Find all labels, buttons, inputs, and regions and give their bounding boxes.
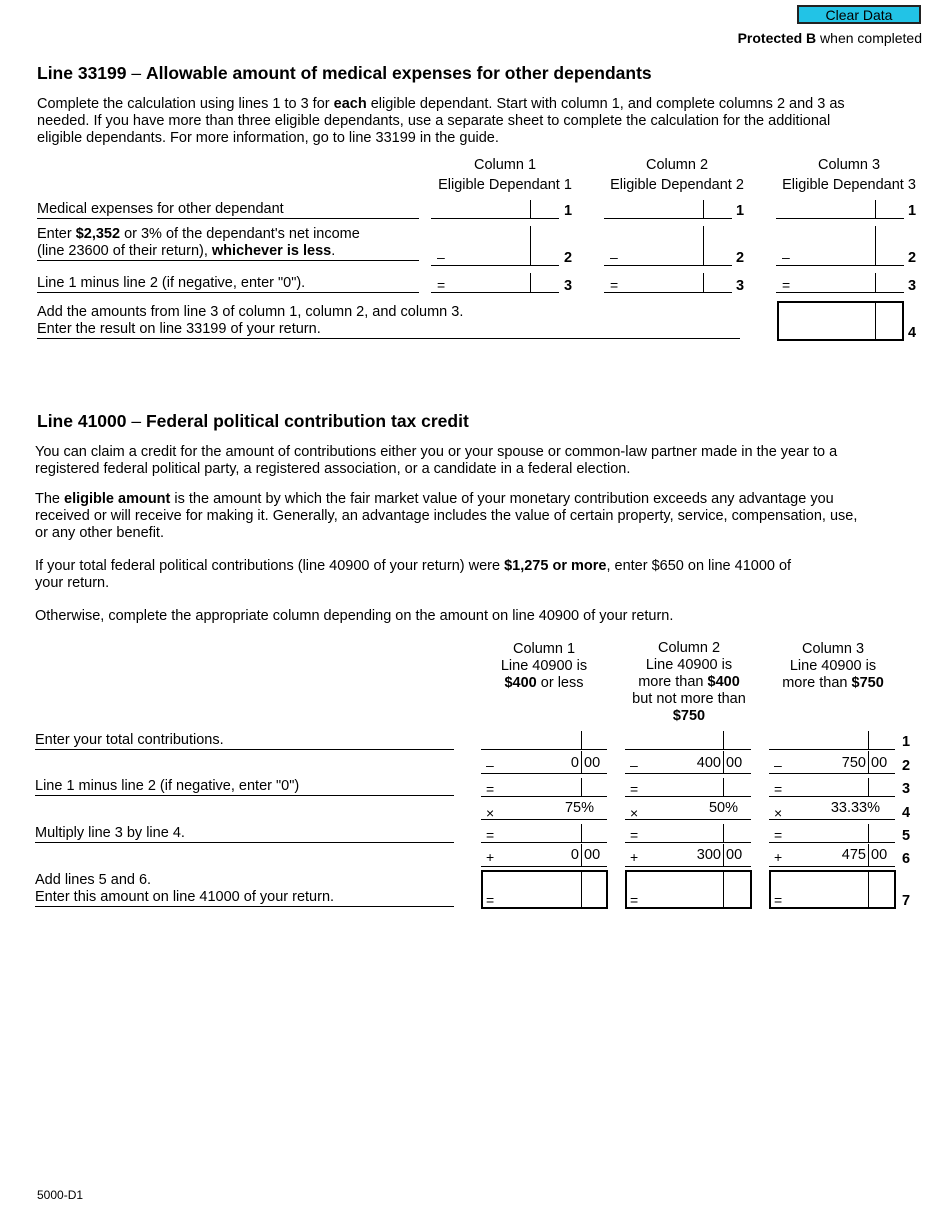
- s1-col2-equals: =: [610, 277, 619, 293]
- s1-col3-line1-num: 1: [908, 203, 917, 219]
- s2-paragraph-2: The eligible amount is the amount by which the fair market value of your monetary contribution exceeds any advantage you received or will receive for making it. Generally, an advantage includes the value of certain property, service, compensation, use, or any other benefit.: [35, 491, 858, 541]
- s2-col1-line5-field[interactable]: [481, 824, 607, 843]
- s1-col2-line1-num: 1: [736, 203, 745, 219]
- intro-33199: Complete the calculation using lines 1 to 3 for each eligible dependant. Start with column 1, and complete columns 2 and 3 as needed. If you have more than three eligible dependants, use a separate sheet to complete the calculation for the additional eligible dependants. For more information, go to line 33199 in the guide.: [37, 96, 845, 146]
- form-code: 5000-D1: [37, 1188, 84, 1202]
- s1-col1-equals: =: [437, 277, 446, 293]
- s2-col1-line2-cents: 00: [584, 755, 601, 771]
- s1-col3-minus: –: [782, 249, 790, 265]
- s2-col2-times: ×: [630, 805, 639, 821]
- s2-col3-line3-field[interactable]: [769, 778, 895, 797]
- s2-column-2-header: Column 2 Line 40900 is more than $400 but not more than $750: [632, 640, 746, 724]
- s1-col1-line3-num: 3: [564, 278, 573, 294]
- s2-row1-label: Enter your total contributions.: [35, 732, 454, 750]
- s1-row1-label: Medical expenses for other dependant: [37, 201, 419, 219]
- s1-col2-minus: –: [610, 249, 618, 265]
- s2-col2-line3-field[interactable]: [625, 778, 751, 797]
- s2-paragraph-1: You can claim a credit for the amount of contributions either you or your spouse or common-law partner made in the year to a registered federal political party, a registered association, or a candidate in a federal election.: [35, 444, 838, 477]
- s1-col2-line2-field[interactable]: [604, 226, 732, 266]
- s1-column-3-header: Column 3 Eligible Dependant 3: [782, 157, 916, 193]
- s1-col2-line2-num: 2: [736, 250, 745, 266]
- s2-col2-line2-cents: 00: [726, 755, 743, 771]
- s1-row3-label: Line 1 minus line 2 (if negative, enter "0").: [37, 275, 419, 293]
- s2-col1-equals3: =: [486, 781, 495, 797]
- s2-line3-num: 3: [902, 781, 911, 797]
- s1-row2-label: Enter $2,352 or 3% of the dependant's net income (line 23600 of their return), whichever is less.: [37, 226, 419, 261]
- s2-col3-line6-cents: 00: [871, 847, 888, 863]
- s2-col2-line5-field[interactable]: [625, 824, 751, 843]
- s2-line4-num: 4: [902, 805, 911, 821]
- s1-col2-line1-field[interactable]: [604, 200, 732, 219]
- s1-col1-line2-num: 2: [564, 250, 573, 266]
- s2-col1-line1-field[interactable]: [481, 731, 607, 750]
- s1-col1-line3-field[interactable]: [431, 273, 559, 293]
- s1-row4-label: Add the amounts from line 3 of column 1, column 2, and column 3. Enter the result on line 33199 of your return.: [37, 304, 740, 339]
- s2-col1-line3-field[interactable]: [481, 778, 607, 797]
- s1-column-2-header: Column 2 Eligible Dependant 2: [610, 157, 744, 193]
- s2-col2-equals5: =: [630, 827, 639, 843]
- s2-col2-line7-field[interactable]: [625, 870, 752, 909]
- clear-data-button[interactable]: Clear Data: [797, 5, 921, 24]
- section-title-33199: Line 33199 – Allowable amount of medical expenses for other dependants: [37, 63, 652, 83]
- s2-col1-equals7: =: [486, 892, 495, 908]
- s1-col3-equals: =: [782, 277, 791, 293]
- s2-col2-line6-dollars: 300: [696, 847, 721, 863]
- s1-col3-line1-field[interactable]: [776, 200, 904, 219]
- s2-col2-line2-dollars: 400: [696, 755, 721, 771]
- s2-line7-num: 7: [902, 893, 911, 909]
- s2-col1-line6-cents: 00: [584, 847, 601, 863]
- s2-col3-equals5: =: [774, 827, 783, 843]
- s1-col3-line2-field[interactable]: [776, 226, 904, 266]
- s2-col1-line7-field[interactable]: [481, 870, 608, 909]
- s1-col1-minus: –: [437, 249, 445, 265]
- s1-column-1-header: Column 1 Eligible Dependant 1: [438, 157, 572, 193]
- s2-col2-equals7: =: [630, 892, 639, 908]
- s2-line2-num: 2: [902, 758, 911, 774]
- s2-paragraph-3: If your total federal political contributions (line 40900 of your return) were $1,275 or more, enter $650 on line 41000 of your return.: [35, 558, 792, 591]
- section-title-41000: Line 41000 – Federal political contribution tax credit: [37, 411, 469, 431]
- s2-col3-equals7: =: [774, 892, 783, 908]
- s2-row3-label: Line 1 minus line 2 (if negative, enter "0"): [35, 778, 454, 796]
- s2-col1-equals5: =: [486, 827, 495, 843]
- s2-col3-line6-dollars: 475: [841, 847, 866, 863]
- protected-b-note: Protected B when completed: [737, 30, 922, 46]
- s2-col2-line6-cents: 00: [726, 847, 743, 863]
- s2-col3-line1-field[interactable]: [769, 731, 895, 750]
- s2-column-1-header: Column 1 Line 40900 is $400 or less: [500, 641, 588, 691]
- s2-col3-minus: –: [774, 757, 782, 773]
- s2-paragraph-4: Otherwise, complete the appropriate column depending on the amount on line 40900 of your return.: [35, 608, 674, 624]
- s2-row7-label: Add lines 5 and 6. Enter this amount on line 41000 of your return.: [35, 872, 454, 907]
- s2-col1-minus: –: [486, 757, 494, 773]
- s2-col1-rate: 75%: [564, 800, 594, 816]
- s2-col3-line7-field[interactable]: [769, 870, 896, 909]
- s1-col2-line3-field[interactable]: [604, 273, 732, 293]
- s2-col3-line2-dollars: 750: [841, 755, 866, 771]
- s1-col3-line3-field[interactable]: [776, 273, 904, 293]
- s2-line5-num: 5: [902, 828, 911, 844]
- s2-line6-num: 6: [902, 851, 911, 867]
- s2-col1-line2-dollars: 0: [570, 755, 579, 771]
- s2-col3-plus: +: [774, 849, 783, 865]
- s1-col3-line2-num: 2: [908, 250, 917, 266]
- s2-col1-line6-dollars: 0: [570, 847, 579, 863]
- s2-col3-times: ×: [774, 805, 783, 821]
- s1-col1-line2-field[interactable]: [431, 226, 559, 266]
- s1-col1-line1-num: 1: [564, 203, 573, 219]
- s1-col1-line1-field[interactable]: [431, 200, 559, 219]
- s1-col2-line3-num: 3: [736, 278, 745, 294]
- s1-line4-total-field[interactable]: [777, 301, 904, 341]
- s2-col3-line5-field[interactable]: [769, 824, 895, 843]
- s2-col2-plus: +: [630, 849, 639, 865]
- s2-col1-plus: +: [486, 849, 495, 865]
- s2-col2-minus: –: [630, 757, 638, 773]
- s1-col3-line3-num: 3: [908, 278, 917, 294]
- s2-col3-line2-cents: 00: [871, 755, 888, 771]
- s1-line4-num: 4: [908, 325, 917, 341]
- s2-col2-line1-field[interactable]: [625, 731, 751, 750]
- s2-line1-num: 1: [902, 734, 911, 750]
- s2-col3-rate: 33.33%: [830, 800, 880, 816]
- s2-column-3-header: Column 3 Line 40900 is more than $750: [782, 641, 884, 691]
- s2-col3-equals3: =: [774, 781, 783, 797]
- s2-col1-times: ×: [486, 805, 495, 821]
- s2-col2-equals3: =: [630, 781, 639, 797]
- s2-row5-label: Multiply line 3 by line 4.: [35, 825, 454, 843]
- s2-col2-rate: 50%: [708, 800, 738, 816]
